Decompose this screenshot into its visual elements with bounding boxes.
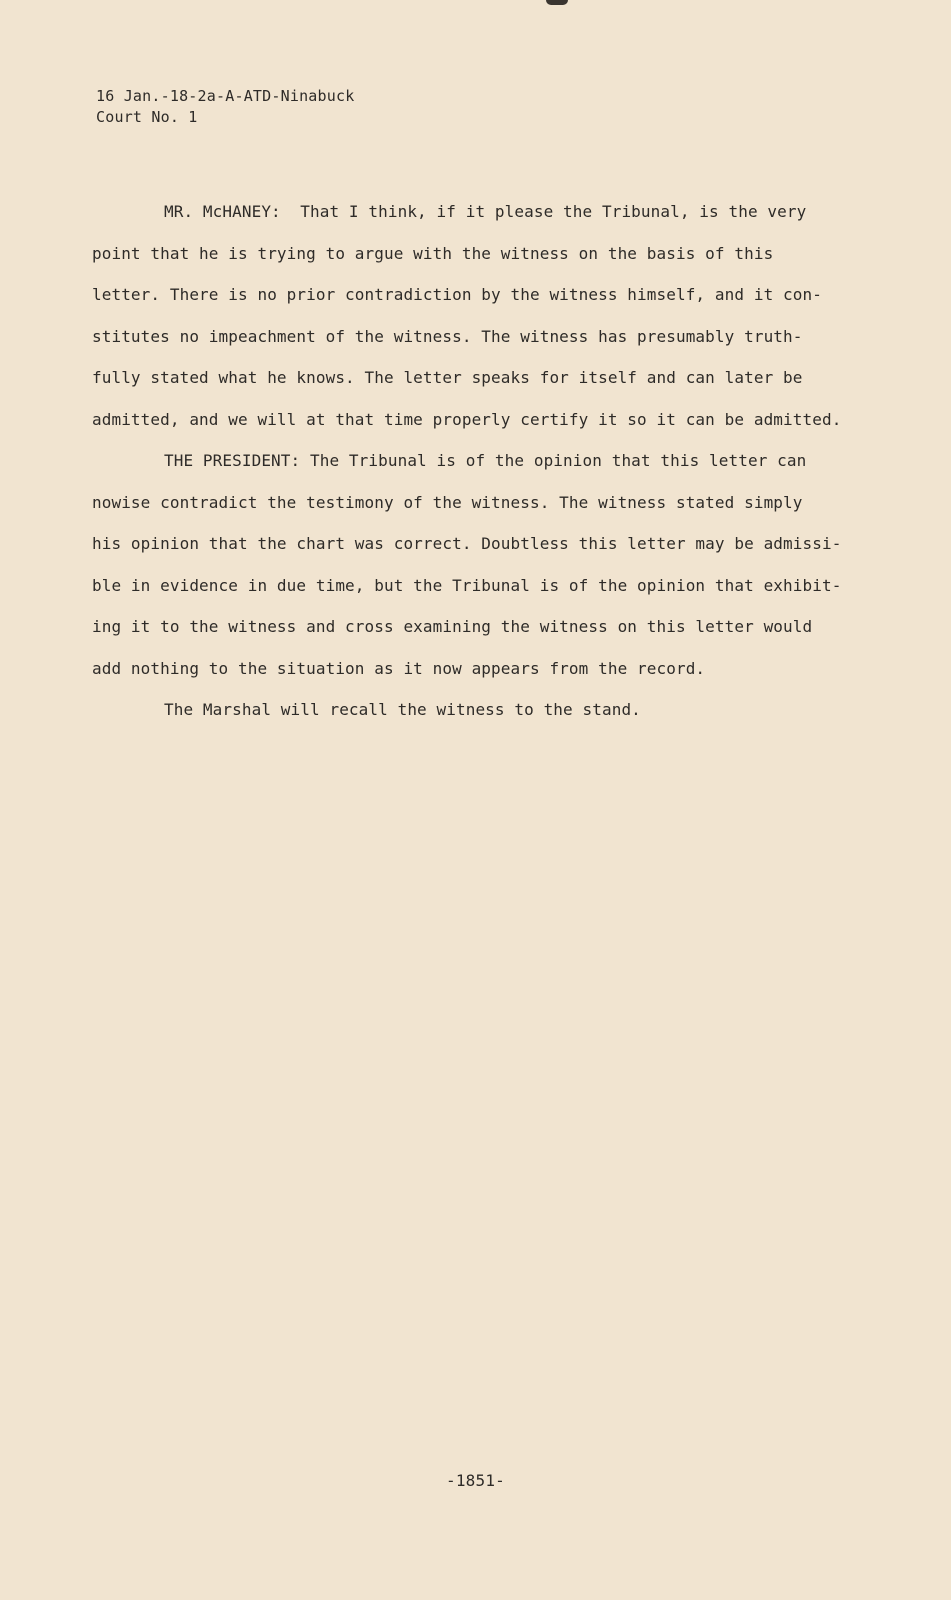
transcript-line: admitted, and we will at that time properly certify it so it can be admitted.	[92, 409, 842, 429]
transcript-body	[92, 191, 882, 731]
transcript-line: point that he is trying to argue with the witness on the basis of this	[92, 243, 774, 263]
transcript-line: letter. There is no prior contradiction by the witness himself, and it con-	[92, 285, 822, 304]
document-header	[96, 86, 354, 128]
transcript-line: stitutes no impeachment of the witness. The witness has presumably truth-	[92, 326, 803, 346]
transcript-line: his opinion that the chart was correct. Doubtless this letter may be admissi-	[92, 534, 842, 553]
transcript-line: fully stated what he knows. The letter speaks for itself and can later be	[92, 368, 803, 387]
transcript-line: ble in evidence in due time, but the Tribunal is of the opinion that exhibit-	[92, 575, 842, 595]
header-reference: 16 Jan.-18-2a-A-ATD-Ninabuck	[96, 87, 355, 105]
transcript-line: MR. McHANEY: That I think, if it please the Tribunal, is the very	[164, 202, 807, 221]
transcript-line: add nothing to the situation as it now appears from the record.	[92, 658, 706, 678]
transcript-line: ing it to the witness and cross examining the witness on this letter would	[92, 617, 813, 636]
page-number: -1851-	[446, 1471, 505, 1490]
transcript-line: THE PRESIDENT: The Tribunal is of the opinion that this letter can	[164, 451, 807, 470]
transcript-line: nowise contradict the testimony of the witness. The witness stated simply	[92, 492, 803, 512]
transcript-line: The Marshal will recall the witness to the stand.	[164, 700, 641, 719]
header-court: Court No. 1	[96, 108, 198, 126]
binding-mark	[546, 0, 568, 5]
